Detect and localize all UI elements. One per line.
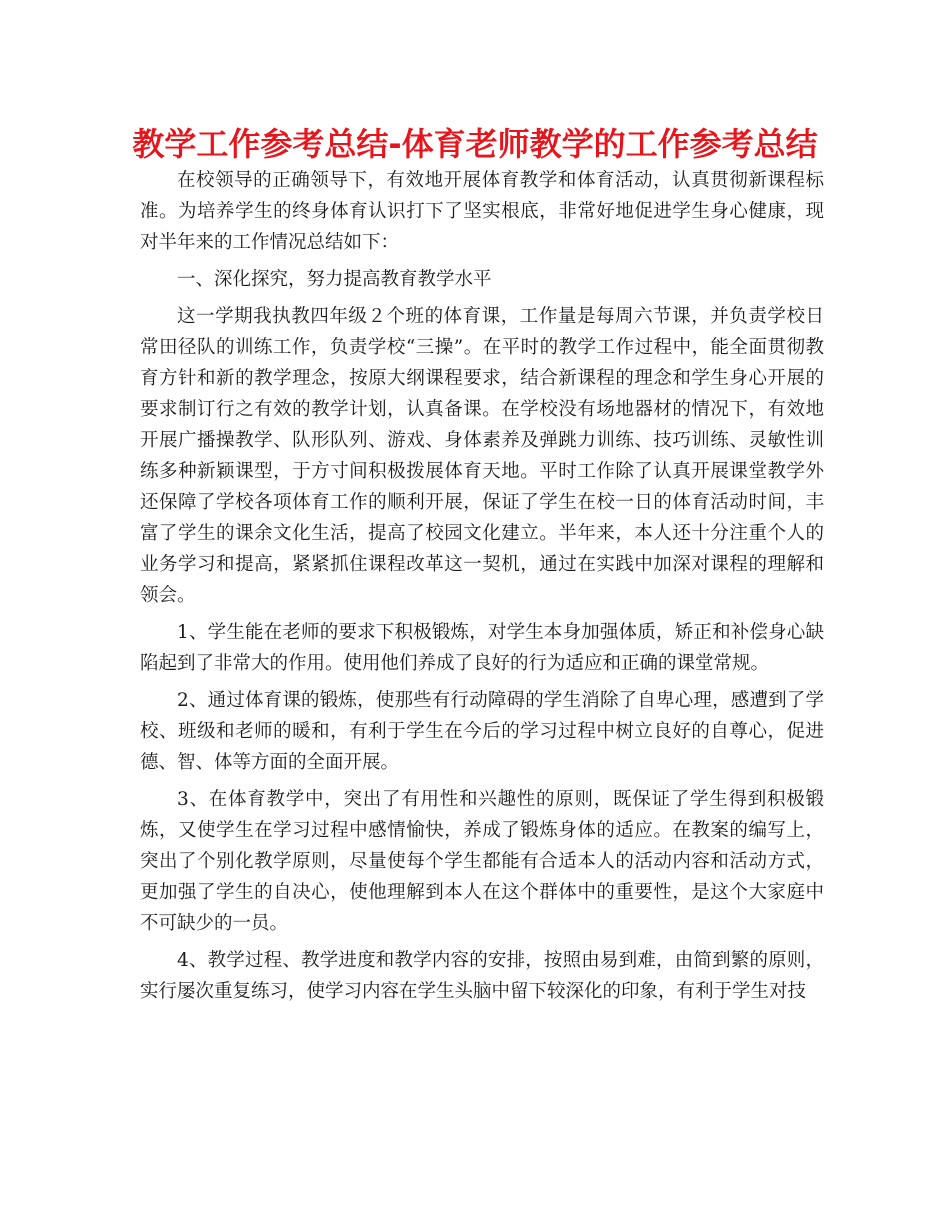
- paragraph-point-4: 4、教学过程、教学进度和教学内容的安排，按照由易到难，由简到繁的原则，实行屡次重复练习，使学习内容在学生头脑中留下较深化的印象，有利于学生对技: [140, 950, 824, 1002]
- paragraph-intro: 在校领导的正确领导下，有效地开展体育教学和体育活动，认真贯彻新课程标准。为培养学生的终身体育认识打下了坚实根底，非常好地促进学生身心健康，现对半年来的工作情况总结如下：: [140, 170, 824, 253]
- paragraph-point-1: 1、学生能在老师的要求下积极锻炼，对学生本身加强体质，矫正和补偿身心缺陷起到了非常大的作用。使用他们养成了良好的行为适应和正确的课堂常规。: [140, 622, 824, 674]
- paragraph-teaching-work: 这一学期我执教四年级２个班的体育课，工作量是每周六节课，并负责学校日常田径队的训练工作，负责学校“三操”。在平时的教学工作过程中，能全面贯彻教育方针和新的教学理念，按原大纲课程要求，结合新课程的理念和学生身心开展的要求制订行之有效的教学计划，认真备课。在学校没有场地器材的情况下，有效地开展广播操教学、队形队列、游戏、身体素养及弹跳力训练、技巧训练、灵敏性训练多种新颖课型，于方寸间积极拨展体育天地。平时工作除了认真开展课堂教学外还保障了学校各项体育工作的顺利开展，保证了学生在校一日的体育活动时间，丰富了学生的课余文化生活，提高了校园文化建立。半年来，本人还十分注重个人的业务学习和提高，紧紧抓住课程改革这一契机，通过在实践中加深对课程的理解和领会。: [140, 306, 824, 606]
- paragraph-point-3: 3、在体育教学中，突出了有用性和兴趣性的原则，既保证了学生得到积极锻炼，又使学生在学习过程中感情愉快，养成了锻炼身体的适应。在教案的编写上，突出了个别化教学原则，尽量使每个学生都能有合适本人的活动内容和活动方式，更加强了学生的自决心，使他理解到本人在这个群体中的重要性，是这个大家庭中不可缺少的一员。: [140, 789, 824, 934]
- paragraph-point-2: 2、通过体育课的锻炼，使那些有行动障碍的学生消除了自卑心理，感遭到了学校、班级和老师的暖和，有利于学生在今后的学习过程中树立良好的自尊心，促进德、智、体等方面的全面开展。: [140, 690, 824, 773]
- section-heading: 一、深化探究，努力提高教育教学水平: [177, 269, 492, 290]
- document-body: [140, 165, 824, 1007]
- document-title: 教学工作参考总结-体育老师教学的工作参考总结: [132, 125, 818, 163]
